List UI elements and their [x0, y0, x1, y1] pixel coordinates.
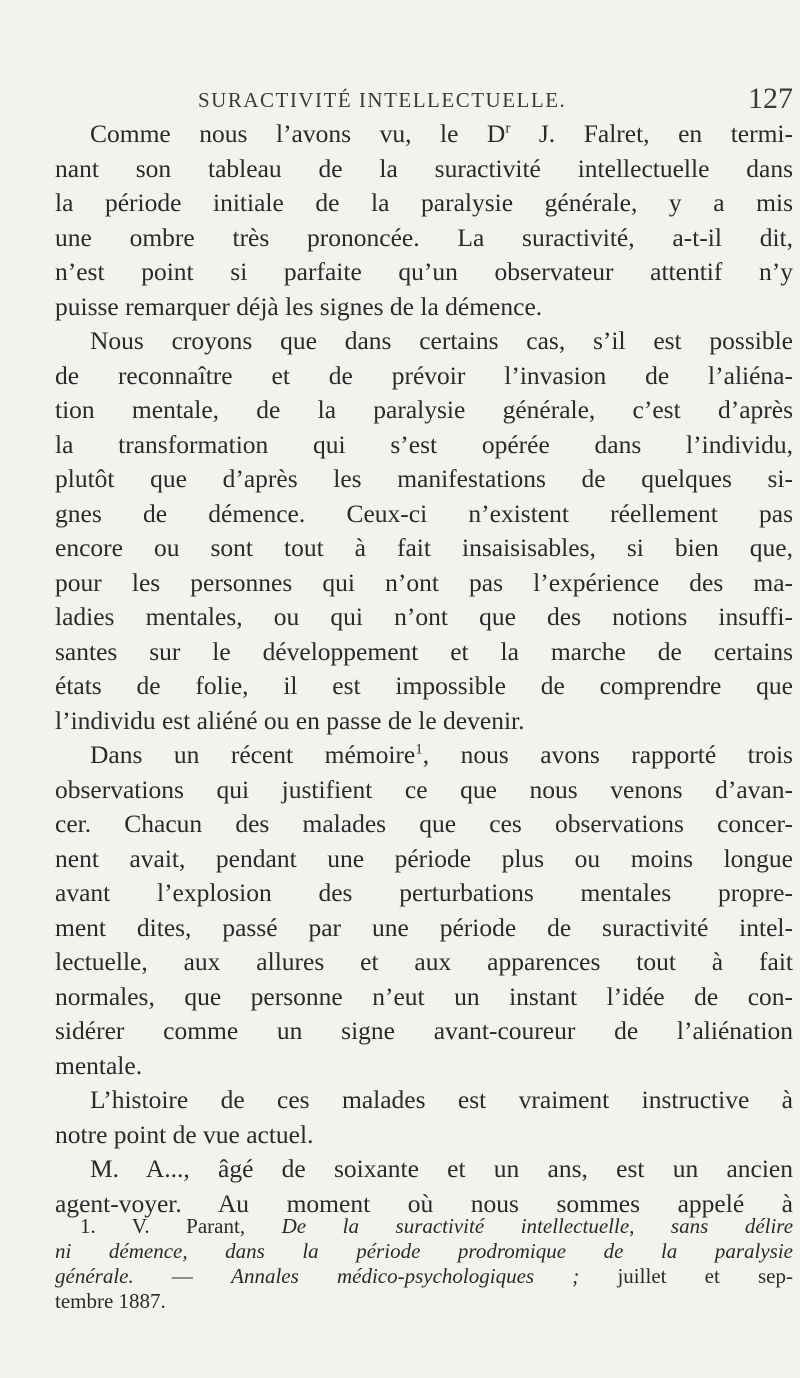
text-line: L’histoire de ces malades est vraiment instructive à — [90, 1085, 793, 1114]
text-line: Comme nous l’avons vu, le $D^r$ J. Falret, en termi- — [90, 119, 793, 148]
body-text — [55, 117, 793, 1221]
footnote-line: 1. V. Parant, De la suractivité intellectuelle, sans délire — [80, 1214, 794, 1238]
text-line: lectuelle, aux allures et aux apparences tout à fait — [55, 947, 793, 976]
footnote-line: tembre 1887. — [55, 1289, 166, 1313]
text-line: l’individu est aliéné ou en passe de le devenir. — [55, 705, 525, 735]
text-line: agent-voyer. Au moment où nous sommes appelé à — [55, 1188, 793, 1218]
text-line: états de folie, il est impossible de comprendre que — [55, 671, 793, 700]
text-line: nant son tableau de la suractivité intellectuelle dans — [55, 153, 793, 183]
text-line: n’est point si parfaite qu’un observateur attentif n’y — [55, 257, 793, 286]
text-line: notre point de vue actuel. — [55, 1119, 314, 1149]
text-line: pour les personnes qui n’ont pas l’expérience des ma- — [55, 567, 793, 597]
text-line: encore ou sont tout à fait insaisisables, si bien que, — [55, 533, 793, 562]
text-line: observations qui justifient ce que nous venons d’avan- — [55, 774, 793, 804]
text-line: M. A..., âgé de soixante et un ans, est un ancien — [90, 1154, 793, 1183]
text-line: de reconnaître et de prévoir l’invasion de l’aliéna- — [55, 360, 793, 390]
text-line: tion mentale, de la paralysie générale, c’est d’après — [55, 395, 793, 424]
running-title: SURACTIVITÉ INTELLECTUELLE. — [198, 88, 567, 112]
text-line: plutôt que d’après les manifestations de quelques si- — [55, 464, 793, 493]
text-line: sidérer comme un signe avant-coureur de l’aliénation — [55, 1016, 793, 1045]
text-line: Nous croyons que dans certains cas, s’il est possible — [90, 326, 793, 355]
text-line: gnes de démence. Ceux-ci n’existent réellement pas — [55, 498, 793, 528]
text-line: une ombre très prononcée. La suractivité, a-t-il dit, — [55, 222, 793, 252]
text-line: la période initiale de la paralysie générale, y a mis — [55, 188, 793, 217]
text-line: la transformation qui s’est opérée dans l’individu, — [55, 429, 793, 459]
text-line: ladies mentales, ou qui n’ont que des notions insuffi- — [55, 602, 793, 631]
page-number: 127 — [748, 82, 793, 115]
text-line: santes sur le développement et la marche de certains — [55, 636, 793, 666]
footnote — [55, 1214, 793, 1314]
footnote-line: générale. — Annales médico-psychologiques ; juillet et sep- — [55, 1264, 793, 1288]
footnote-reference: 1 — [415, 741, 423, 758]
footnote-line: ni démence, dans la période prodromique de la paralysie — [55, 1239, 793, 1263]
text-line: ment dites, passé par une période de suractivité intel- — [55, 912, 793, 942]
text-line: mentale. — [55, 1050, 143, 1080]
text-line: puisse remarquer déjà les signes de la démence. — [55, 291, 543, 321]
text-line: Dans un récent mémoire$^1$, nous avons rapporté trois — [90, 740, 793, 769]
page-header — [55, 82, 793, 118]
text-line: normales, que personne n’eut un instant l’idée de con- — [55, 981, 793, 1011]
text-line: nent avait, pendant une période plus ou moins longue — [55, 843, 793, 873]
text-line: avant l’explosion des perturbations mentales propre- — [55, 878, 793, 907]
superscript: r — [505, 120, 511, 137]
text-line: cer. Chacun des malades que ces observations concer- — [55, 809, 793, 838]
